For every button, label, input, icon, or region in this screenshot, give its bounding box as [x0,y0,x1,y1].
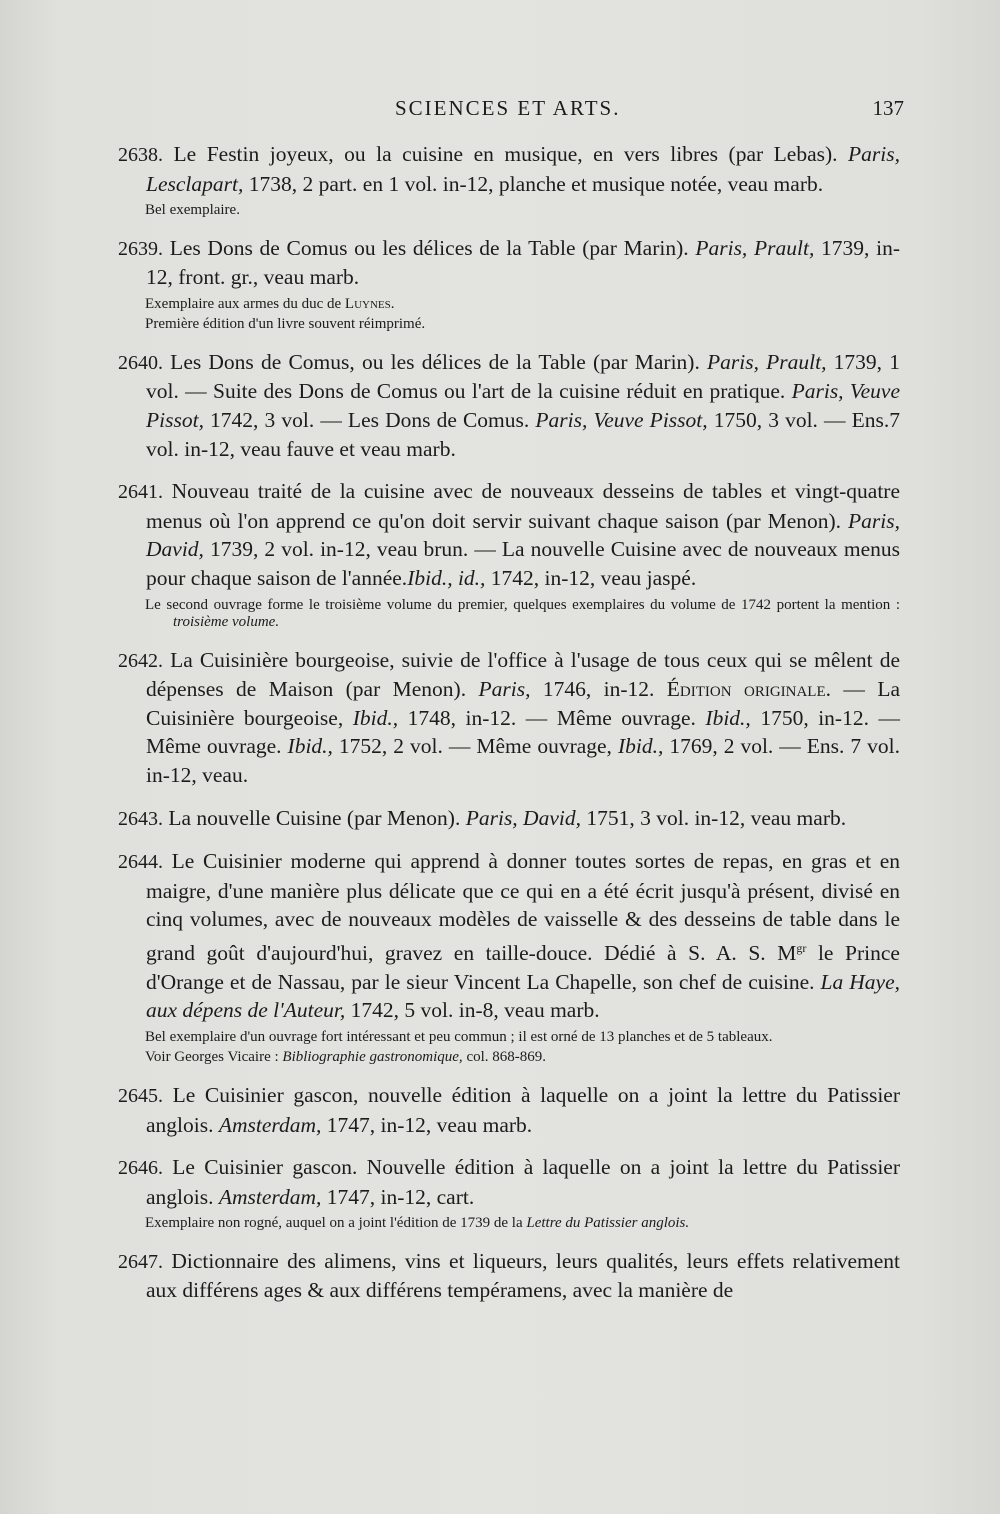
page-number: 137 [872,96,904,120]
entry-note [145,296,900,334]
note-italic: Bibliographie gastronomique, [282,1049,463,1066]
running-title: SCIENCES ET ARTS. [395,96,621,120]
note-owner-name: Luynes [344,295,391,312]
entry-details: 1751, 3 vol. in-12, veau marb. [580,805,847,830]
entry-imprint: Paris, Veuve Pissot, [146,379,901,433]
entry-title: Le Festin joyeux, ou la cuisine en musique, en vers libres (par Lebas). [163,142,849,166]
entry-details: 1752, 2 vol. — Même ouvrage, [332,734,618,759]
entry-2644 [118,847,900,1067]
entry-details: 1750, in-12. — Même ouvrage. [146,705,900,759]
entry-text [118,1081,900,1139]
entry-text [118,234,900,292]
entry-number: 2645. [118,1084,163,1107]
entry-imprint: Amsterdam, [218,1112,322,1137]
note-text: Première édition d'un livre souvent réimprimé. [145,316,426,333]
entry-imprint: Paris, Prault, [695,235,815,260]
entry-details: 1747, in-12, veau marb. [321,1112,533,1137]
entry-2638 [118,140,900,220]
entry-imprint: Paris, David, [465,805,581,830]
entry-number: 2642. [118,649,163,672]
entry-details: 1742, 3 vol. — Les Dons de Comus. [203,408,536,433]
entry-details: 1742, 5 vol. in-8, veau marb. [345,998,600,1023]
entry-details: 1750, 3 vol. — Ens.7 vol. in-12, veau fauve et veau marb. [146,408,900,461]
entry-2641 [118,477,900,631]
entry-details: . — La Cuisinière bourgeoise, [146,677,900,730]
entry-text [118,646,900,790]
entry-text [118,348,900,463]
entry-note [145,597,900,632]
entry-number: 2643. [118,807,163,830]
entry-details: 1739, in-12, front. gr., veau marb. [146,235,900,290]
entry-title: Les Dons de Comus, ou les délices de la Table (par Marin). [163,349,708,374]
entry-imprint: Ibid., [287,734,333,759]
entry-details: le Prince d'Orange et de Nassau, par le sieur Vincent La Chapelle, son chef de cuisine. [146,941,900,994]
page-header [0,96,1000,126]
note-italic: troisième volume. [173,614,280,631]
entry-title: Le Cuisinier moderne qui apprend à donner toutes sortes de repas, en gras et en maigre, d'une manière plus délicate que ce qui en a été écrit jusqu'à présent, divisé en cinq volumes, avec de nouveaux modèles de vaisselle & des desseins de table dans le grand goût d'aujourd'hui, gravez en taille-douce. Dédié à S. A. S. M [146,849,900,966]
entry-imprint: Ibid., [617,734,664,759]
note-segment: . [390,295,395,312]
note-text: Bel exemplaire. [145,202,240,219]
entry-number: 2646. [118,1157,163,1180]
entry-imprint: Ibid., [352,705,399,730]
entry-title: Dictionnaire des alimens, vins et liqueurs, leurs qualités, leurs effets relativement aux différens ages & aux différens tempéramens, avec la manière de [146,1248,900,1303]
entry-number: 2644. [118,851,163,874]
note-text [145,1215,900,1233]
entry-details: 1769, 2 vol. — Ens. 7 vol. in-12, veau. [146,734,900,787]
entry-text [118,140,900,198]
note-text [145,295,900,314]
entry-details: 1746, in-12. [530,677,667,702]
entry-imprint: Ibid., [705,705,751,730]
entry-text [118,804,900,834]
note-segment: Le second ouvrage forme le troisième volume du premier, quelques exemplaires du volume de 1742 portent la mention : [145,596,900,613]
entry-text [118,477,900,592]
entry-title: Le Cuisinier gascon. Nouvelle édition à laquelle on a joint la lettre du Patissier anglois. [146,1155,900,1209]
entry-details: 1748, in-12. — Même ouvrage. [398,705,706,730]
entry-title: La nouvelle Cuisine (par Menon). [163,805,466,830]
entry-text [118,1247,900,1305]
entry-imprint: Paris, Prault, [707,349,827,374]
entry-details: 1739, 2 vol. in-12, veau brun. — La nouvelle Cuisine avec de nouveaux menus pour chaque saison de l'année. [146,537,900,591]
note-segment: Exemplaire non rogné, auquel on a joint l'édition de 1739 de la [145,1215,527,1232]
note-text [145,596,900,632]
entry-2639 [118,234,900,334]
entry-imprint: Paris, Veuve Pissot, [535,408,708,433]
entry-imprint: Paris, [478,677,531,702]
title-abbreviation: gr [796,940,807,955]
entry-details: 1739, 1 vol. — Suite des Dons de Comus ou l'art de la cuisine réduit en pratique. [146,349,900,404]
entry-imprint: Paris, David, [146,508,900,562]
entry-2642 [118,646,900,790]
entry-title: Le Cuisinier gascon, nouvelle édition à laquelle on a joint la lettre du Patissier anglois. [146,1082,900,1137]
entry-imprint: La Haye, aux dépens de l'Auteur, [146,969,900,1023]
entry-note [145,202,900,220]
entry-2646 [118,1153,900,1233]
entry-number: 2647. [118,1250,163,1273]
note-segment: col. 868-869. [462,1049,547,1066]
entry-imprint: Amsterdam, [218,1184,322,1209]
note-text [145,1049,900,1067]
entry-2640 [118,348,900,463]
entry-number: 2638. [118,144,163,166]
entry-title: Nouveau traité de la cuisine avec de nouveaux desseins de tables et vingt-quatre menus où l'on apprend ce qu'on doit servir suivant chaque saison (par Menon). [146,479,900,533]
entry-text [118,1153,900,1211]
note-segment: Exemplaire aux armes du duc de [145,295,345,312]
entry-imprint: Paris, Lesclapart, [146,142,900,196]
edition-label: Édition originale [666,677,826,702]
entry-details: 1738, 2 part. en 1 vol. in-12, planche et musique notée, veau marb. [243,171,824,196]
entry-2645 [118,1081,900,1139]
entry-note [145,1029,900,1067]
note-segment: Voir Georges Vicaire : [145,1049,283,1066]
catalog-entries [118,140,900,1319]
entry-2643 [118,804,900,834]
entry-2647 [118,1247,900,1305]
entry-title: La Cuisinière bourgeoise, suivie de l'office à l'usage de tous ceux qui se mêlent de dépenses de Maison (par Menon). [146,647,900,702]
entry-title: Les Dons de Comus ou les délices de la Table (par Marin). [163,235,696,260]
entry-imprint: Ibid., id., [407,566,486,591]
note-text: Bel exemplaire d'un ouvrage fort intéressant et peu commun ; il est orné de 13 planches et de 5 tableaux. [145,1028,773,1045]
entry-text [118,847,900,1025]
entry-number: 2641. [118,481,163,504]
entry-details: 1742, in-12, veau jaspé. [485,566,697,591]
note-italic: Lettre du Patissier anglois. [526,1215,690,1232]
entry-note [145,1215,900,1233]
entry-details: 1747, in-12, cart. [321,1184,475,1209]
entry-number: 2640. [118,351,163,374]
entry-number: 2639. [118,237,163,260]
